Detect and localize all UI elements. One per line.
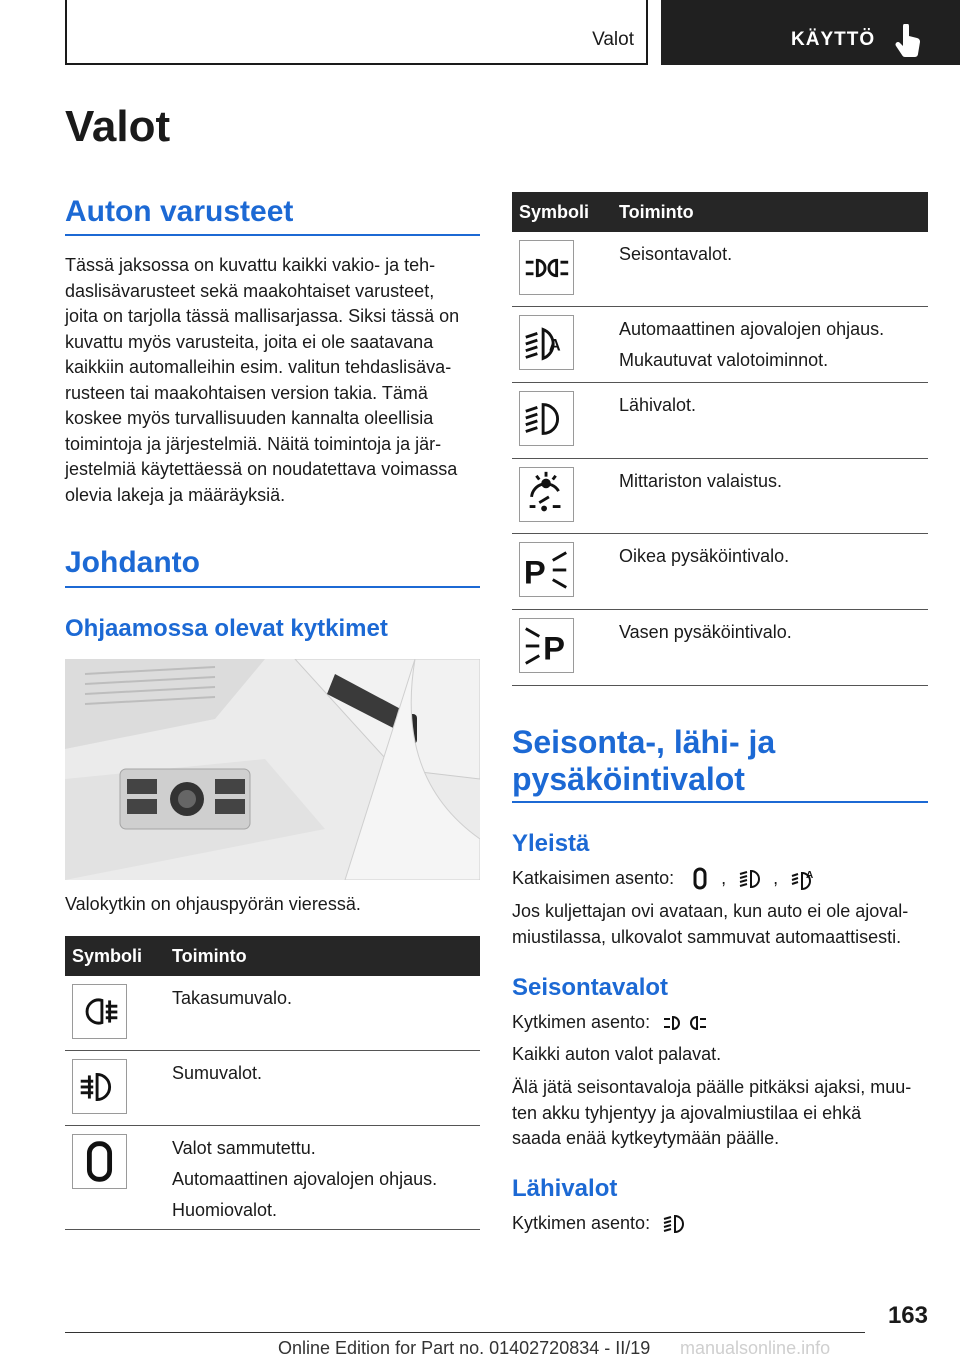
table-row <box>512 610 928 686</box>
heading-line: Seisonta-, lähi- ja <box>512 724 776 760</box>
side-switch-position <box>512 1010 715 1036</box>
column-header-symbol: Symboli <box>519 202 590 222</box>
auto-headlight-icon <box>519 315 574 370</box>
parking-light-icon <box>661 1010 709 1036</box>
table-header <box>512 192 928 232</box>
table-row <box>512 232 928 307</box>
column-header-function: Toiminto <box>172 946 247 966</box>
text-line: jestelmiä käytettäessä on noudatettava voimassa <box>65 459 458 479</box>
footer-watermark: manualsonline.info <box>680 1338 831 1358</box>
table-row <box>65 1126 480 1230</box>
function-text: Valot sammutettu. <box>172 1138 316 1158</box>
function-cell <box>172 988 292 1019</box>
separator: , <box>721 868 727 888</box>
cockpit-light-switch-photo <box>65 659 480 880</box>
text-line: Älä jätä seisontavaloja päälle pitkäksi ajaksi, muu‐ <box>512 1077 912 1097</box>
text-line: daslisävarusteet sekä maakohtaiset varusteet, <box>65 280 435 301</box>
function-text: Huomiovalot. <box>172 1200 278 1220</box>
auto-headlight-icon <box>789 866 819 892</box>
heading-rule <box>512 801 928 803</box>
text-line: ten akku tyhjentyy ja ajovalmiustilaa ei ehkä <box>512 1102 862 1123</box>
function-text: Automaattinen ajovalojen ohjaus. <box>172 1169 438 1189</box>
header-chapter-title: KÄYTTÖ <box>791 29 876 50</box>
function-cell <box>619 546 789 577</box>
table-row <box>512 383 928 459</box>
function-text: Mittariston valaistus. <box>619 471 783 491</box>
low-beam-icon <box>519 391 574 446</box>
heading-switches: Ohjaamossa olevat kytkimet <box>65 615 388 642</box>
function-text: Vasen pysäköintivalo. <box>619 622 792 642</box>
footer-rule <box>65 1332 865 1333</box>
function-text: Automaattinen ajovalojen ohjaus. <box>619 319 885 339</box>
heading-general: Yleistä <box>512 830 590 857</box>
header-section-title: Valot <box>592 29 634 50</box>
low-beam-icon <box>737 866 767 892</box>
text-line: joita on tarjolla tässä mallisarjassa. Siksi tässä on <box>65 306 460 326</box>
header-section-box <box>65 0 648 65</box>
svg-text:A: A <box>806 870 814 882</box>
function-cell <box>619 622 792 653</box>
text-line: olevia lakeja ja määräyksiä. <box>65 484 286 505</box>
text-line: rusteen tai maakohtaisen version takia. Tämä <box>65 382 428 403</box>
parking-light-icon <box>519 240 574 295</box>
footer-edition: Online Edition for Part no. 01402720834 - II/19 <box>278 1338 651 1358</box>
zero-position-icon <box>72 1134 127 1189</box>
text-line: miustilassa, ulkovalot sammuvat automaattisesti. <box>512 926 902 947</box>
text-line: koskee myös turvallisuuden kannalta oleellisia <box>65 408 434 428</box>
separator: , <box>773 868 779 888</box>
function-text: Mukautuvat valotoiminnot. <box>619 350 829 370</box>
heading-intro: Johdanto <box>65 546 200 579</box>
text-line: Jos kuljettajan ovi avataan, kun auto ei ole ajoval‐ <box>512 901 909 921</box>
switch-position-label: Kytkimen asento: <box>512 1012 651 1032</box>
function-cell <box>619 319 884 381</box>
table-row <box>512 534 928 610</box>
text-line: saada enää kytkeytymään päälle. <box>512 1128 780 1148</box>
table-header <box>65 936 480 976</box>
heading-line: pysäköintivalot <box>512 761 745 797</box>
side-lights-warning <box>512 1075 932 1152</box>
function-cell <box>172 1063 262 1094</box>
text-line: Tässä jaksossa on kuvattu kaikki vakio- ja teh‐ <box>65 255 436 275</box>
function-cell <box>619 471 782 502</box>
svg-text:A: A <box>548 336 561 355</box>
table-row <box>65 976 480 1051</box>
function-cell <box>619 395 696 426</box>
instrument-lighting-icon <box>519 467 574 522</box>
function-text: Sumuvalot. <box>172 1063 263 1083</box>
left-parking-light-icon <box>519 618 574 673</box>
heading-equipment: Auton varusteet <box>65 195 294 228</box>
fog-light-icon <box>72 1059 127 1114</box>
function-cell <box>172 1138 437 1231</box>
function-cell <box>619 244 732 275</box>
zero-position-icon <box>685 866 715 892</box>
text-line: toimintoja ja järjestelmiä. Näitä toimintoja ja jär‐ <box>65 433 442 454</box>
page-number: 163 <box>887 1302 928 1329</box>
heading-parking-lights <box>512 724 775 798</box>
rear-fog-light-icon <box>72 984 127 1039</box>
function-text: Takasumuvalo. <box>172 988 293 1008</box>
heading-rule <box>65 586 480 588</box>
right-parking-light-icon <box>519 542 574 597</box>
heading-low-beam: Lähivalot <box>512 1175 618 1202</box>
equipment-paragraph <box>65 253 485 508</box>
text-line: kaikkiin automalleihin esim. valitun tehdaslisäva‐ <box>65 357 452 377</box>
symbol-table-right <box>512 192 928 686</box>
heading-side-lights: Seisontavalot <box>512 974 669 1001</box>
text-line: kuvattu myös varusteita, joita ei ole saatavana <box>65 331 434 352</box>
switch-position-label: Kytkimen asento: <box>512 1213 651 1233</box>
table-row <box>65 1051 480 1126</box>
symbol-table-left <box>65 936 480 1230</box>
general-switch-positions <box>512 866 932 892</box>
function-text: Oikea pysäköintivalo. <box>619 546 790 566</box>
pointing-hand-icon <box>894 24 922 58</box>
svg-text:P: P <box>523 553 546 591</box>
low-beam-switch-position <box>512 1211 697 1237</box>
general-paragraph <box>512 899 932 950</box>
heading-rule <box>65 234 480 236</box>
side-lights-text: Kaikki auton valot palavat. <box>512 1044 722 1064</box>
table-row <box>512 307 928 383</box>
function-text: Lähivalot. <box>619 395 697 415</box>
photo-caption: Valokytkin on ohjauspyörän vieressä. <box>65 894 361 914</box>
page-title: Valot <box>65 102 171 151</box>
low-beam-icon <box>661 1211 691 1237</box>
column-header-symbol: Symboli <box>72 946 143 966</box>
table-row <box>512 459 928 534</box>
header-chapter-box <box>661 0 960 65</box>
column-header-function: Toiminto <box>619 202 694 222</box>
function-text: Seisontavalot. <box>619 244 733 264</box>
svg-text:P: P <box>543 629 565 667</box>
switch-position-label: Katkaisimen asento: <box>512 868 675 888</box>
